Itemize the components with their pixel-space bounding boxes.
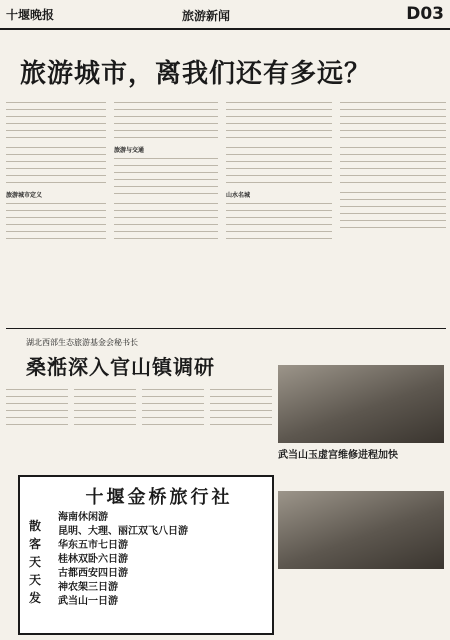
lower-headline: 桑湉深入官山镇调研 [26,355,215,379]
ad-route: 昆明、大理、丽江双飞八日游 [58,526,188,537]
masthead: 十堰晚报 [6,8,55,22]
article-paragraph [210,389,272,431]
lower-kicker: 湖北西部生态旅游基金会秘书长 [26,338,138,347]
article-paragraph [340,192,446,234]
lower-article-column [210,389,272,471]
article-paragraph [114,158,218,200]
side-headline: 武当山玉虚宫维修进程加快 [278,450,398,461]
article-column [226,102,332,324]
ad-route: 武当山一日游 [58,596,118,607]
main-article [6,102,446,324]
article-paragraph [6,147,106,189]
section-title: 旅游新闻 [182,9,231,23]
ad-route: 海南休闲游 [58,512,108,523]
article-paragraph [226,203,332,245]
article-paragraph [6,203,106,245]
page-header [0,0,450,30]
article-column [114,102,218,324]
article-paragraph [114,203,218,245]
lower-article-column [142,389,204,471]
article-paragraph [226,147,332,189]
article-column [340,102,446,324]
article-paragraph [340,102,446,144]
ad-route-list [58,511,268,609]
article-column [6,102,106,324]
ad-side-char: 天 [28,573,41,587]
article-paragraph [142,389,204,431]
page-number: D03 [406,4,444,24]
article-paragraph [6,102,106,144]
article-subhead: 旅游城市定义 [6,192,43,199]
ad-side-text [26,517,44,607]
ad-side-char: 散 [28,519,41,533]
lower-section [6,328,446,635]
main-headline: 旅游城市，离我们还有多远？ [20,59,372,89]
article-paragraph [340,147,446,189]
ad-side-char: 发 [28,591,41,605]
ad-route: 古都西安四日游 [58,568,128,579]
ad-route: 桂林双卧六日游 [58,554,128,565]
travel-agency-ad [18,475,274,635]
article-subhead: 旅游与交通 [114,147,145,154]
lower-article-column [6,389,68,471]
lower-article-column [74,389,136,471]
ad-route: 华东五市七日游 [58,540,128,551]
article-paragraph [114,102,218,144]
ad-route: 神农架三日游 [58,582,118,593]
news-photo [278,491,444,569]
article-paragraph [6,389,68,431]
article-subhead: 山水名城 [226,192,251,199]
ad-side-char: 客 [28,537,41,551]
article-paragraph [226,102,332,144]
ad-side-char: 天 [28,555,41,569]
ad-title: 十堰金桥旅行社 [85,487,233,508]
news-photo [278,365,444,443]
article-paragraph [74,389,136,431]
